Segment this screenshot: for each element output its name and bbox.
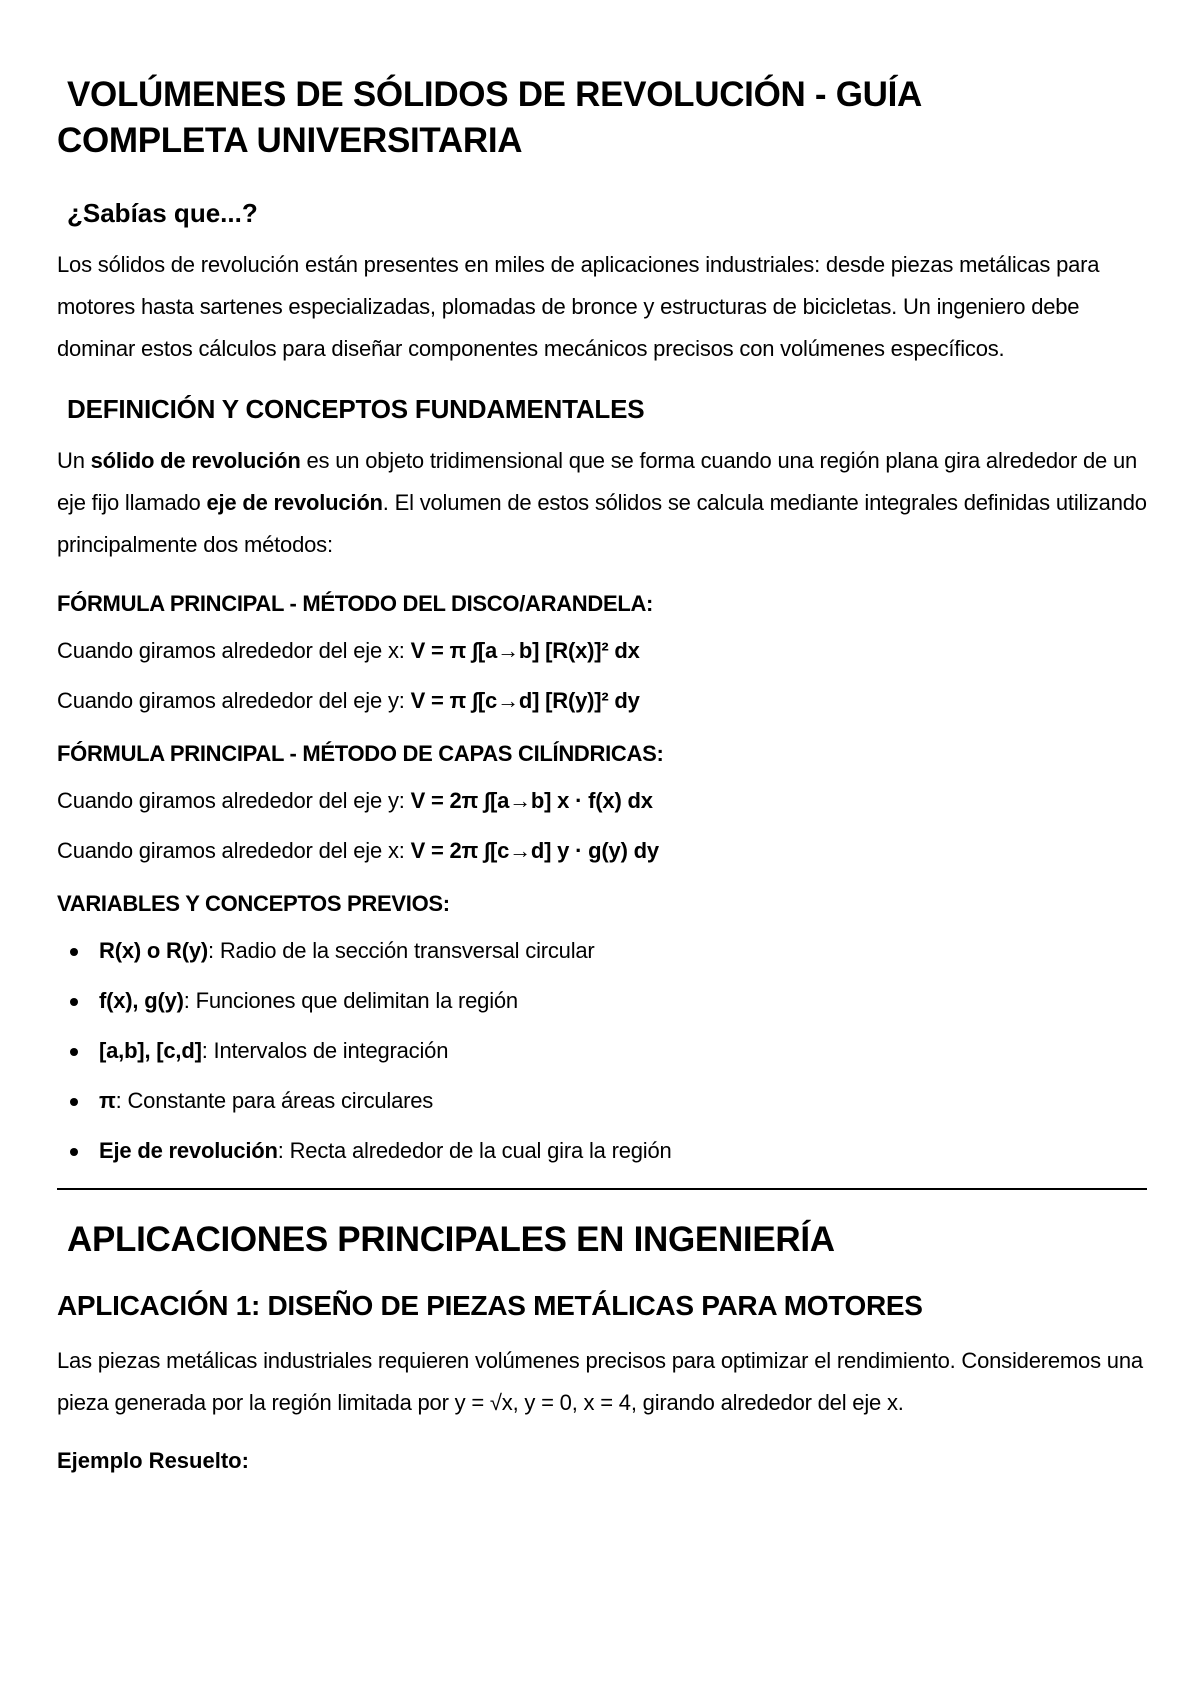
did-you-know-text: Los sólidos de revolución están presentes en miles de aplicaciones industriales: desde piezas metálicas para motores hasta sartenes especializadas, plomadas de bronce y estructuras de bicicletas. Un ingeniero debe dominar estos cálculos para diseñar componentes mecánicos precisos con volúmenes específicos. bbox=[57, 252, 1100, 361]
definition-text-part-2: es un objeto tridimensional que se forma cuando una región plana gira alrededor de un eje fijo llamado bbox=[57, 448, 1138, 515]
definition-text bbox=[57, 440, 1147, 566]
variable-description: : Recta alrededor de la cual gira la región bbox=[277, 1138, 672, 1163]
variable-term: π bbox=[99, 1088, 116, 1113]
disk-formula-x-expression: V = π ∫[a→b] [R(x)]² dx bbox=[410, 638, 640, 663]
variable-description: : Radio de la sección transversal circular bbox=[208, 938, 595, 963]
list-item bbox=[57, 936, 1147, 966]
variable-description: : Intervalos de integración bbox=[201, 1038, 449, 1063]
title-line-2: COMPLETA UNIVERSITARIA bbox=[57, 121, 523, 160]
shell-formula-x-label: Cuando giramos alrededor del eje x: bbox=[57, 838, 411, 863]
disk-formula-y-expression: V = π ∫[c→d] [R(y)]² dy bbox=[410, 688, 640, 713]
shell-formula-x-expression: V = 2π ∫[c→d] y · g(y) dy bbox=[410, 838, 659, 863]
definition-text-part-1: Un bbox=[57, 448, 91, 473]
variables-list bbox=[57, 936, 1147, 1166]
definition-heading: DEFINICIÓN Y CONCEPTOS FUNDAMENTALES bbox=[67, 394, 645, 424]
shell-method-heading: FÓRMULA PRINCIPAL - MÉTODO DE CAPAS CILÍNDRICAS: bbox=[57, 741, 664, 766]
bullet-icon bbox=[70, 1148, 78, 1156]
applications-heading: APLICACIONES PRINCIPALES EN INGENIERÍA bbox=[67, 1220, 835, 1259]
list-item bbox=[57, 1086, 1147, 1116]
shell-formula-y-label: Cuando giramos alrededor del eje y: bbox=[57, 788, 411, 813]
definition-term-axis: eje de revolución bbox=[206, 490, 383, 515]
shell-formula-x bbox=[57, 836, 1147, 866]
shell-formula-y-expression: V = 2π ∫[a→b] x · f(x) dx bbox=[410, 788, 653, 813]
variable-term: R(x) o R(y) bbox=[99, 938, 209, 963]
disk-formula-y-label: Cuando giramos alrededor del eje y: bbox=[57, 688, 411, 713]
list-item bbox=[57, 1136, 1147, 1166]
variable-term: Eje de revolución bbox=[99, 1138, 278, 1163]
bullet-icon bbox=[70, 1048, 78, 1056]
bullet-icon bbox=[70, 1098, 78, 1106]
disk-formula-y bbox=[57, 686, 1147, 716]
title-line-1: VOLÚMENES DE SÓLIDOS DE REVOLUCIÓN - GUÍA bbox=[67, 75, 922, 114]
application-1-text: Las piezas metálicas industriales requieren volúmenes precisos para optimizar el rendimiento. Consideremos una pieza generada por la región limitada por y = √x, y = 0, x = 4, girando alrededor del eje x. bbox=[57, 1348, 1143, 1415]
variable-term: f(x), g(y) bbox=[99, 988, 184, 1013]
definition-text-part-3: . El volumen de estos sólidos se calcula mediante integrales definidas utilizando principalmente dos métodos: bbox=[57, 490, 1147, 557]
application-1-heading: APLICACIÓN 1: DISEÑO DE PIEZAS METÁLICAS PARA MOTORES bbox=[57, 1290, 923, 1321]
disk-method-heading: FÓRMULA PRINCIPAL - MÉTODO DEL DISCO/ARANDELA: bbox=[57, 591, 654, 616]
variables-heading: VARIABLES Y CONCEPTOS PREVIOS: bbox=[57, 891, 450, 916]
definition-term-solid: sólido de revolución bbox=[90, 448, 301, 473]
list-item bbox=[57, 1036, 1147, 1066]
variable-term: [a,b], [c,d] bbox=[99, 1038, 202, 1063]
variable-description: : Constante para áreas circulares bbox=[115, 1088, 434, 1113]
disk-formula-x bbox=[57, 636, 1147, 666]
variable-description: : Funciones que delimitan la región bbox=[183, 988, 518, 1013]
did-you-know-heading: ¿Sabías que...? bbox=[67, 198, 258, 228]
disk-formula-x-label: Cuando giramos alrededor del eje x: bbox=[57, 638, 411, 663]
shell-formula-y bbox=[57, 786, 1147, 816]
document-page bbox=[57, 72, 1147, 1476]
section-divider bbox=[57, 1188, 1147, 1190]
bullet-icon bbox=[70, 998, 78, 1006]
document-title bbox=[57, 72, 1147, 164]
bullet-icon bbox=[70, 948, 78, 956]
solved-example-label: Ejemplo Resuelto: bbox=[57, 1448, 249, 1473]
list-item bbox=[57, 986, 1147, 1016]
